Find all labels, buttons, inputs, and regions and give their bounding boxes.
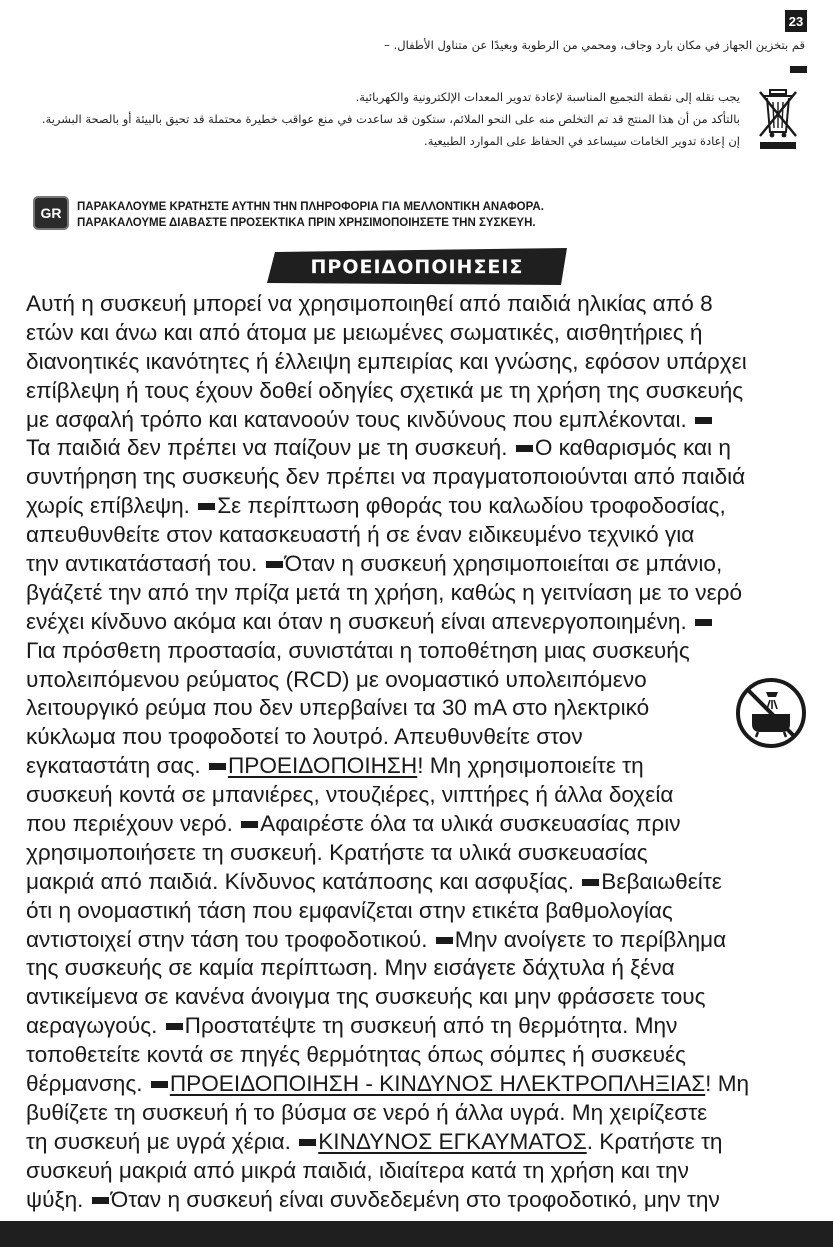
text-line: Τα παιδιά δεν πρέπει να παίζουν με τη συσκευή. Ο καθαρισμός και η xyxy=(26,435,731,461)
text-line: αντικείμενα σε κανένα άνοιγμα της συσκευής και μην φράσσετε τους xyxy=(26,984,706,1010)
section-separator xyxy=(582,879,599,886)
text-line: ετών και άνω και από άτομα με μειωμένες σωματικές, αισθητήριες ή xyxy=(26,319,703,345)
page-number: 23 xyxy=(785,10,807,32)
crossed-out-bin-icon xyxy=(756,88,800,150)
text-line: που περιέχουν νερό. Αφαιρέστε όλα τα υλικά συσκευασίας πριν xyxy=(26,811,681,837)
arabic-disposal-text xyxy=(28,89,740,155)
notice-line: ΠΑΡΑΚΑΛΟΥΜΕ ΚΡΑΤΗΣΤΕ ΑΥΤΗΝ ΤΗΝ ΠΛΗΡΟΦΟΡΙΑ ΓΙΑ ΜΕΛΛΟΝΤΙΚΗ ΑΝΑΦΟΡΑ. xyxy=(77,201,544,213)
text-line: ότι η ονομαστική τάση που εμφανίζεται στην ετικέτα βαθμολογίας xyxy=(26,897,673,923)
section-separator xyxy=(198,503,215,510)
arabic-storage-instruction xyxy=(245,37,805,53)
text-line: υπολειπόμενου ρεύματος (RCD) με ονομαστικό υπολειπόμενο xyxy=(26,666,647,692)
text-line: τοποθετείτε κοντά σε πηγές θερμότητας όπως σόμπες ή συσκευές xyxy=(26,1042,686,1068)
notice-line: ΠΑΡΑΚΑΛΟΥΜΕ ΔΙΑΒΑΣΤΕ ΠΡΟΣΕΚΤΙΚΑ ΠΡΙΝ ΧΡΗΣΙΜΟΠΟΙΗΣΕΤΕ ΤΗΝ ΣΥΣΚΕΥΗ. xyxy=(77,217,536,229)
text-line: κύκλωμα που τροφοδοτεί το λουτρό. Απευθυνθείτε στον xyxy=(26,724,583,750)
read-carefully-notice xyxy=(77,199,697,231)
warnings-banner xyxy=(267,248,567,285)
section-marker xyxy=(790,66,807,73)
text-line: λειτουργικό ρεύμα που δεν υπερβαίνει τα 30 mA στο ηλεκτρικό xyxy=(26,695,650,721)
warnings-body xyxy=(26,290,816,1215)
text-line: αντιστοιχεί στην τάση του τροφοδοτικού. Μην ανοίγετε το περίβλημα xyxy=(26,926,727,952)
text-line: απευθυνθείτε στον κατασκευαστή ή σε έναν ειδικευμένο τεχνικό για xyxy=(26,522,695,548)
text-line: Για πρόσθετη προστασία, συνιστάται η τοποθέτηση μιας συσκευής xyxy=(26,637,690,663)
text-line: τη συσκευή με υγρά χέρια. ΚΙΝΔΥΝΟΣ ΕΓΚΑΥΜΑΤΟΣ. Κρατήστε τη xyxy=(26,1128,723,1154)
text-line: ψύξη. Όταν η συσκευή είναι συνδεδεμένη στο τροφοδοτικό, μην την xyxy=(26,1186,720,1212)
section-separator xyxy=(266,561,283,568)
footer-bar xyxy=(0,1221,833,1247)
text-line: ενέχει κίνδυνο ακόμα και όταν η συσκευή είναι απενεργοποιημένη. xyxy=(26,608,816,637)
section-separator xyxy=(209,763,226,770)
text-line: αεραγωγούς. Προστατέψτε τη συσκευή από τη θερμότητα. Μην xyxy=(26,1013,678,1039)
section-separator xyxy=(436,937,453,944)
no-use-near-bathtub-icon xyxy=(734,676,808,750)
arabic-disposal-line: يجب نقله إلى نقطة التجميع المناسبة لإعادة تدوير المعدات الإلكترونية والكهربائية. xyxy=(355,90,740,104)
text-line: χωρίς επίβλεψη. Σε περίπτωση φθοράς του καλωδίου τροφοδοσίας, xyxy=(26,493,726,519)
section-separator xyxy=(241,821,258,828)
text-line: διανοητικές ικανότητες ή έλλειψη εμπειρίας και γνώσης, εφόσον υπάρχει xyxy=(26,348,747,374)
text-line: της συσκευής σε καμία περίπτωση. Μην εισάγετε δάχτυλα ή ξένα xyxy=(26,955,675,981)
text-line: με ασφαλή τρόπο και κατανοούν τους κινδύνους που εμπλέκονται. xyxy=(26,406,816,435)
section-separator xyxy=(299,1139,316,1146)
warning-label: ΠΡΟΕΙΔΟΠΟΙΗΣΗ xyxy=(227,753,418,779)
text-line: την αντικατάστασή του. Όταν η συσκευή χρησιμοποιείται σε μπάνιο, xyxy=(26,551,723,577)
section-separator xyxy=(151,1081,168,1088)
text-line: βυθίζετε τη συσκευή ή το βύσμα σε νερό ή άλλα υγρά. Μη χειρίζεστε xyxy=(26,1099,708,1125)
text-line: Αυτή η συσκευή μπορεί να χρησιμοποιηθεί από παιδιά ηλικίας από 8 xyxy=(26,291,713,316)
text-line: συντήρηση της συσκευής δεν πρέπει να πραγματοποιούνται από παιδιά xyxy=(26,464,746,490)
warnings-title: ΠΡΟΕΙΔΟΠΟΙΗΣΕΙΣ xyxy=(310,255,524,278)
section-separator xyxy=(516,445,533,452)
text-line: μακριά από παιδιά. Κίνδυνος κατάποσης και ασφυξίας. Βεβαιωθείτε xyxy=(26,868,722,894)
text-line: συσκευή κοντά σε μπανιέρες, ντουζιέρες, νιπτήρες ή άλλα δοχεία xyxy=(26,782,674,808)
section-separator xyxy=(695,417,712,424)
text-line: θέρμανσης. ΠΡΟΕΙΔΟΠΟΙΗΣΗ - ΚΙΝΔΥΝΟΣ ΗΛΕΚΤΡΟΠΛΗΞΙΑΣ! Μη xyxy=(26,1071,750,1097)
text-line: χρησιμοποιήσετε τη συσκευή. Κρατήστε τα υλικά συσκευασίας xyxy=(26,839,648,865)
section-separator xyxy=(166,1023,183,1030)
language-badge: GR xyxy=(33,196,69,230)
arabic-disposal-line: إن إعادة تدوير الخامات سيساعد في الحفاظ على الموارد الطبيعية. xyxy=(424,134,740,148)
text-line: συσκευή μακριά από μικρά παιδιά, ιδιαίτερα κατά τη χρήση και την xyxy=(26,1157,689,1183)
text-line: βγάζετέ την από την πρίζα μετά τη χρήση, καθώς η γειτνίαση με το νερό xyxy=(26,579,743,605)
warning-label: ΠΡΟΕΙΔΟΠΟΙΗΣΗ - ΚΙΝΔΥΝΟΣ ΗΛΕΚΤΡΟΠΛΗΞΙΑΣ xyxy=(169,1071,706,1097)
section-separator xyxy=(695,619,712,626)
text-line: επίβλεψη ή τους έχουν δοθεί οδηγίες σχετικά με τη χρήση της συσκευής xyxy=(26,377,744,403)
bullet-dash: – xyxy=(384,38,390,52)
section-separator xyxy=(92,1197,109,1204)
text-line: εγκαταστάτη σας. ΠΡΟΕΙΔΟΠΟΙΗΣΗ! Μη χρησιμοποιείτε τη xyxy=(26,753,644,779)
warning-label: ΚΙΝΔΥΝΟΣ ΕΓΚΑΥΜΑΤΟΣ xyxy=(318,1128,587,1154)
arabic-storage-text: قم بتخزين الجهاز في مكان بارد وجاف، ومحمي من الرطوبة وبعيدًا عن متناول الأطفال. xyxy=(393,38,805,52)
arabic-disposal-line: بالتأكد من أن هذا المنتج قد تم التخلص منه على النحو الملائم، ستكون قد ساعدت في منع عواقب خطيرة محتملة قد تحيق بالبيئة أو بالصحة البشرية. xyxy=(41,112,740,126)
